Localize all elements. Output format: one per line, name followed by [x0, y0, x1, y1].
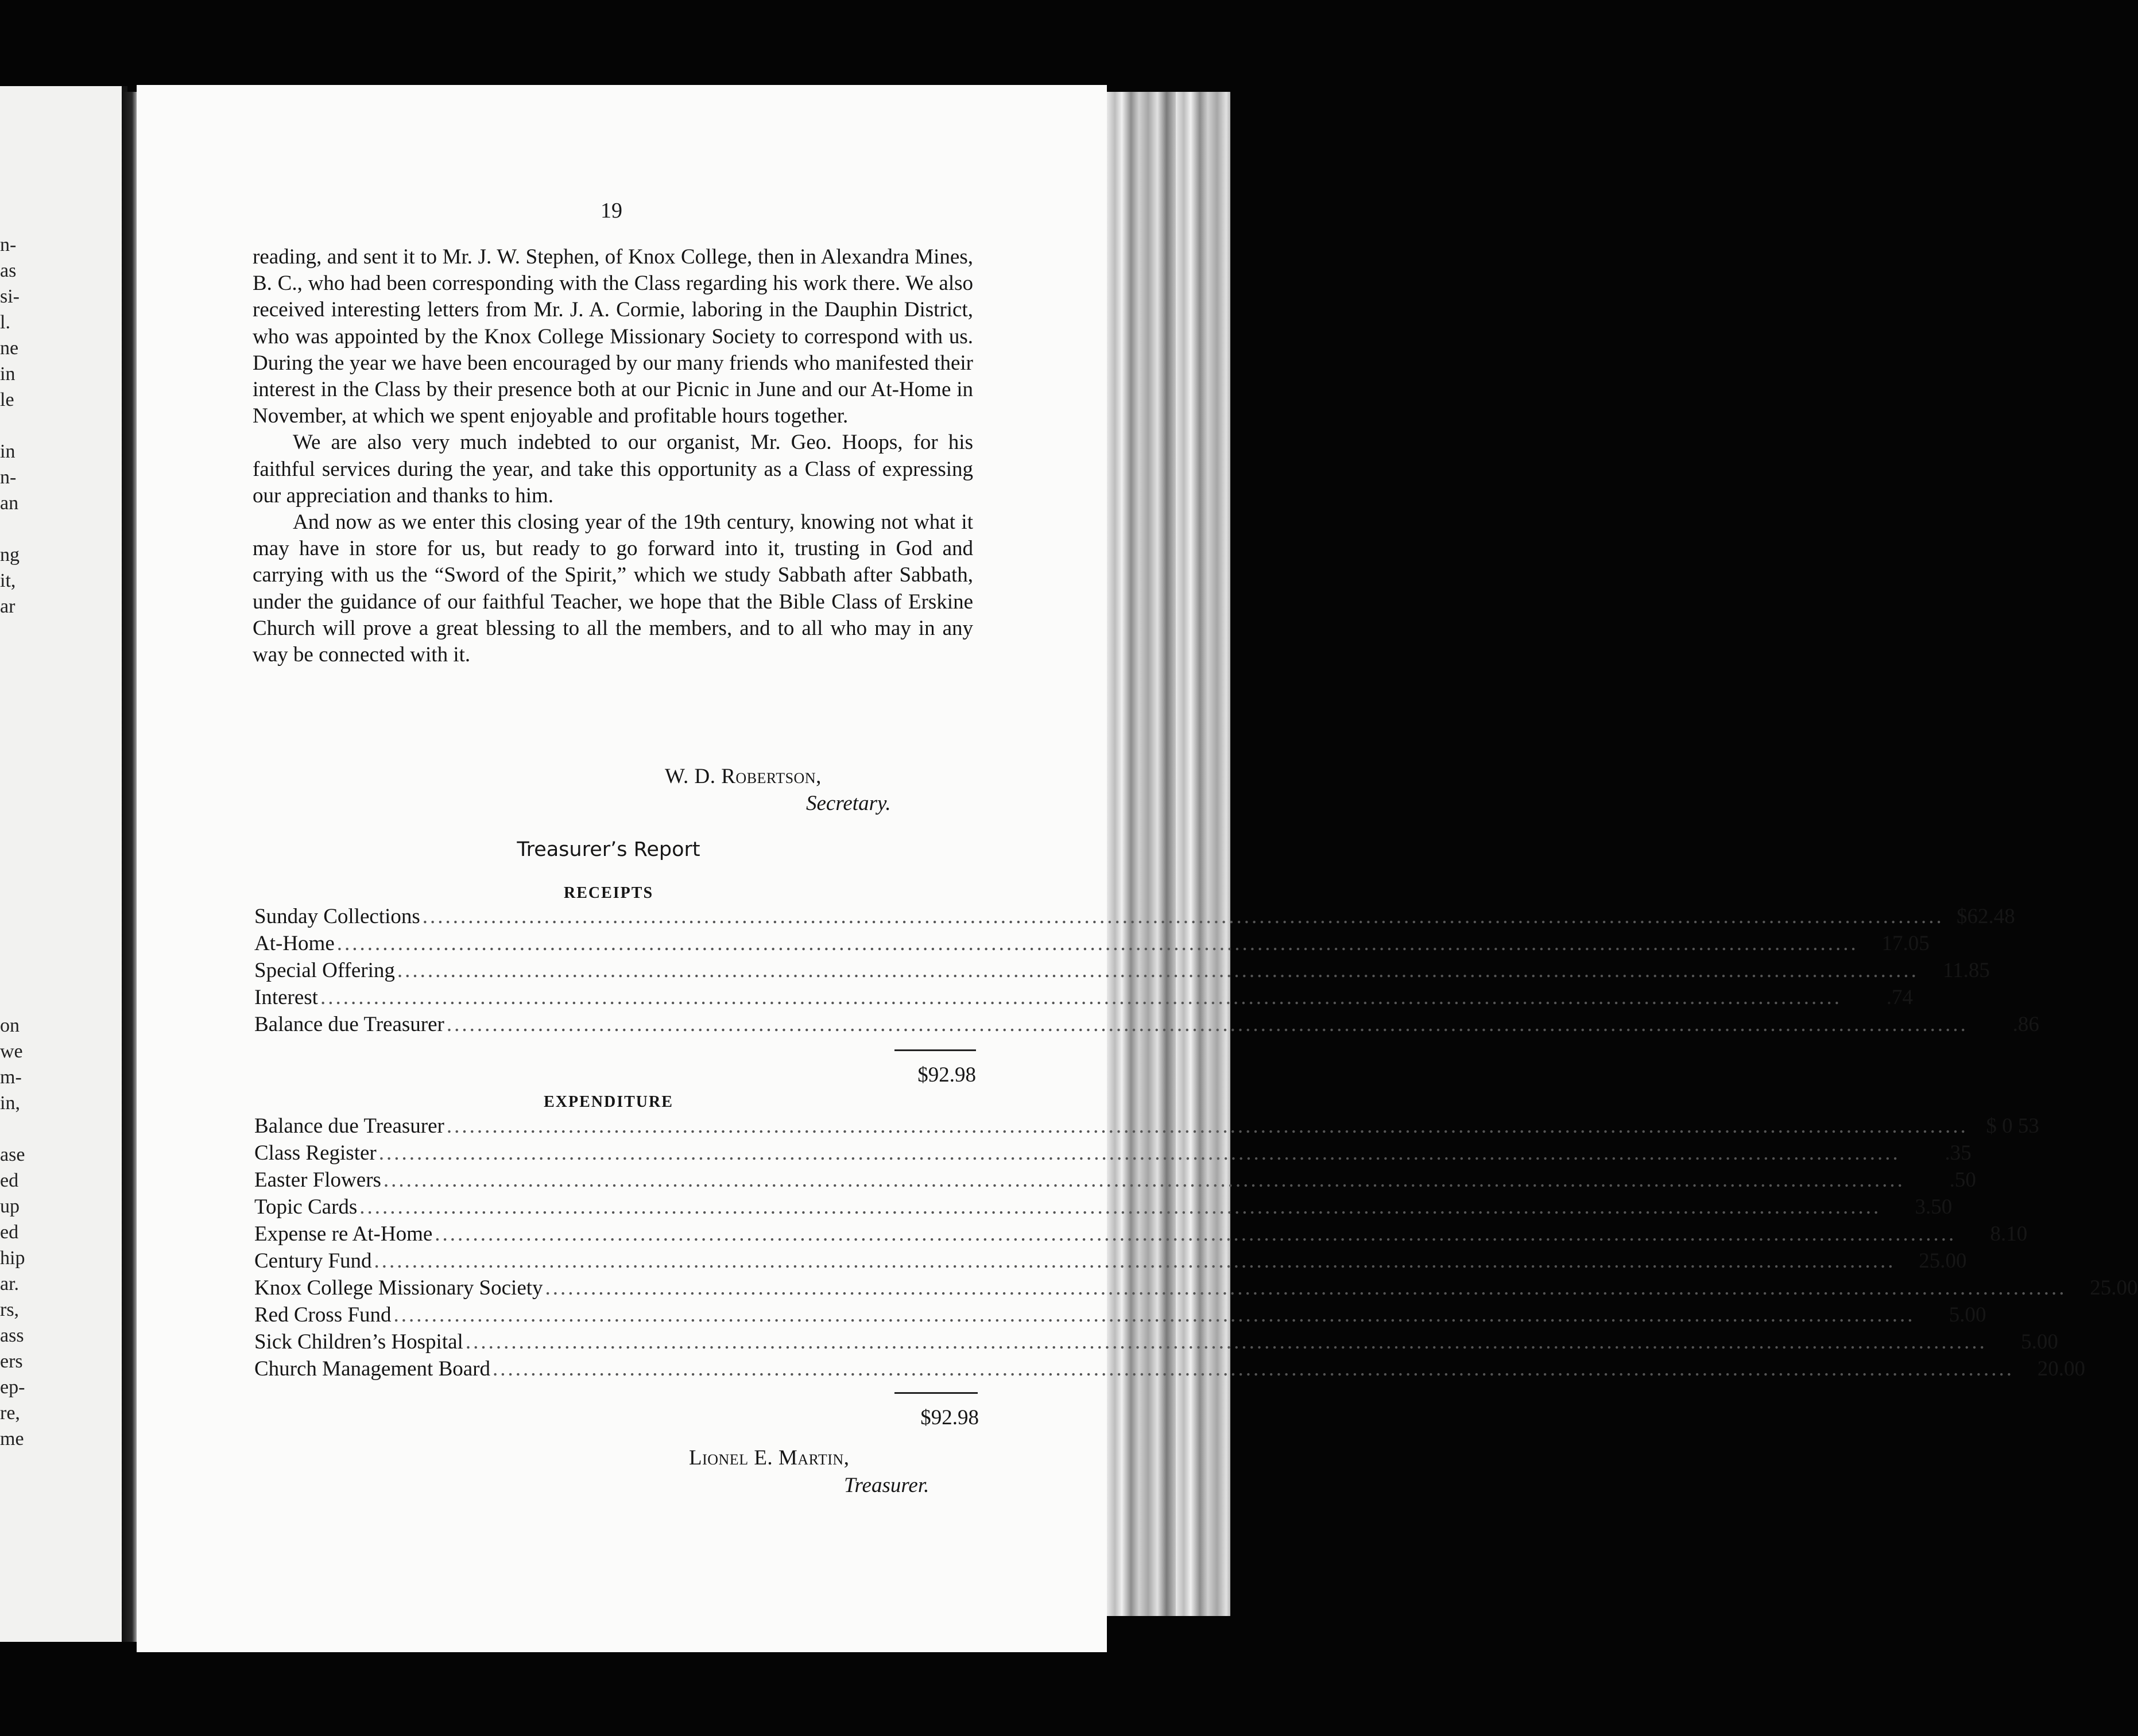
left-page-fragment: ed: [0, 1222, 19, 1243]
ledger-row: [254, 1114, 2039, 1141]
ledger-label: Balance due Treasurer: [254, 1114, 444, 1138]
receipts-total-rule: [894, 1049, 976, 1051]
left-page-fragment: in,: [0, 1092, 20, 1114]
ledger-label: Knox College Missionary Society: [254, 1276, 543, 1300]
body-text: [253, 244, 973, 668]
left-page-fragment: rs,: [0, 1299, 20, 1320]
ledger-amount: .35: [1945, 1141, 1972, 1165]
ledger-row: [254, 1249, 1967, 1276]
receipts-heading: RECEIPTS: [563, 884, 654, 902]
left-page-fragment: ar.: [0, 1273, 20, 1295]
page-edges: [1107, 92, 1230, 1616]
left-page-fragment: ed: [0, 1170, 19, 1191]
left-page-fragment: re,: [0, 1402, 20, 1424]
left-page-fragment: ng: [0, 544, 20, 565]
left-page-fragment: ass: [0, 1325, 24, 1346]
ledger-row: [254, 931, 1930, 958]
ledger-amount: 5.00: [2021, 1330, 2058, 1354]
left-page-fragment: in: [0, 363, 16, 385]
ledger-amount: 25.00: [1919, 1249, 1967, 1273]
ledger-label: At-Home: [254, 932, 335, 955]
treasurer-name: Lionel E. Martin,: [689, 1446, 850, 1470]
leader-dots: ........................................................................................................................................................................................................: [493, 1357, 2014, 1381]
left-page-fragment: we: [0, 1041, 23, 1062]
expenditure-ledger: [254, 1114, 2138, 1384]
left-page-fragment: as: [0, 260, 17, 281]
ledger-label: Church Management Board: [254, 1357, 490, 1381]
ledger-label: Class Register: [254, 1141, 377, 1165]
ledger-row: [254, 1330, 2058, 1357]
ledger-amount: 17.05: [1881, 932, 1930, 955]
left-page-fragment: ers: [0, 1351, 23, 1372]
left-page-fragment: ar: [0, 596, 16, 617]
ledger-row: [254, 1357, 2085, 1384]
left-page-fragment: it,: [0, 570, 16, 591]
left-page-fragment: up: [0, 1196, 20, 1217]
leader-dots: ........................................................................................................................................................................................................: [465, 1330, 1987, 1354]
secretary-title: Secretary.: [806, 792, 891, 815]
treasurer-title: Treasurer.: [844, 1474, 929, 1497]
expenditure-total-rule: [894, 1392, 978, 1394]
leader-dots: ........................................................................................................................................................................................................: [393, 1303, 1915, 1327]
ledger-label: Interest: [254, 986, 318, 1009]
left-page-fragment: ase: [0, 1144, 25, 1165]
ledger-label: Sunday Collections: [254, 905, 420, 928]
leader-dots: ........................................................................................................................................................................................................: [545, 1276, 2067, 1300]
ledger-amount: .86: [2012, 1013, 2039, 1036]
ledger-amount: 8.10: [1990, 1222, 2028, 1246]
left-page-fragment: l.: [0, 312, 10, 333]
leader-dots: ........................................................................................................................................................................................................: [383, 1168, 1905, 1192]
ledger-row: [254, 1195, 1953, 1222]
ledger-row: [254, 1141, 1972, 1168]
leader-dots: ........................................................................................................................................................................................................: [374, 1249, 1896, 1273]
left-page-fragment: le: [0, 389, 14, 410]
left-page-fragment: si-: [0, 286, 20, 307]
left-page-fragment: ne: [0, 338, 19, 359]
ledger-amount: 11.85: [1942, 959, 1990, 982]
ledger-row: [254, 1168, 1976, 1195]
ledger-label: Special Offering: [254, 959, 395, 982]
left-page-fragment: me: [0, 1428, 24, 1450]
left-page-fragment: n-: [0, 467, 17, 488]
leader-dots: ........................................................................................................................................................................................................: [446, 1013, 1968, 1036]
expenditure-heading: EXPENDITURE: [544, 1093, 673, 1111]
page-number: 19: [601, 199, 622, 223]
ledger-amount: $62.48: [1957, 905, 2015, 928]
ledger-amount: .50: [1949, 1168, 1976, 1192]
leader-dots: ........................................................................................................................................................................................................: [378, 1141, 1900, 1165]
ledger-amount: 3.50: [1915, 1195, 1953, 1219]
paragraph: We are also very much indebted to our organist, Mr. Geo. Hoops, for his faithful services during the year, and take this opportunity as a Class of expressing our appreciation and thanks to him.: [253, 431, 973, 507]
leader-dots: ........................................................................................................................................................................................................: [435, 1222, 1957, 1246]
leader-dots: ........................................................................................................................................................................................................: [359, 1195, 1881, 1219]
secretary-name: W. D. Robertson,: [665, 765, 822, 788]
report-title: Treasurer’s Report: [517, 838, 700, 861]
ledger-row: [254, 1012, 2039, 1039]
ledger-amount: 20.00: [2037, 1357, 2085, 1381]
ledger-label: Balance due Treasurer: [254, 1013, 444, 1036]
ledger-amount: 25.00: [2090, 1276, 2138, 1300]
ledger-label: Expense re At-Home: [254, 1222, 433, 1246]
ledger-label: Topic Cards: [254, 1195, 358, 1219]
ledger-row: [254, 1303, 1986, 1330]
ledger-row: [254, 985, 1913, 1012]
left-page-fragment: on: [0, 1015, 20, 1036]
leader-dots: ........................................................................................................................................................................................................: [320, 986, 1842, 1009]
ledger-row: [254, 1276, 2138, 1303]
paragraph: reading, and sent it to Mr. J. W. Stephen, of Knox College, then in Alexandra Mines, B. C., who had been corresponding with the Class regarding his work there. We also received interesting letters from Mr. J. A. Cormie, laboring in the Dauphin District, who was appointed by the Knox College Missionary Society to correspond with us. During the year we have been encouraged by our many friends who manifested their interest in the Class by their presence both at our Picnic in June and our At-Home in November, at which we spent enjoyable and profitable hours together.: [253, 245, 973, 428]
leader-dots: ........................................................................................................................................................................................................: [422, 905, 1944, 928]
left-page-fragment: ep-: [0, 1377, 25, 1398]
ledger-label: Easter Flowers: [254, 1168, 381, 1192]
paragraph: And now as we enter this closing year of the 19th century, knowing not what it may have in store for us, but ready to go forward into it, trusting in God and carrying with us the “Sword of the Spirit,” which we study Sabbath after Sabbath, under the guidance of our faithful Teacher, we hope that the Bible Class of Erskine Church will prove a great blessing to all the members, and to all who may in any way be connected with it.: [253, 510, 973, 667]
left-page-fragment: n-: [0, 234, 17, 255]
left-page-fragment: hip: [0, 1247, 25, 1269]
left-facing-page: [0, 86, 127, 1642]
receipts-ledger: [254, 904, 2039, 1039]
left-page-fragment: in: [0, 441, 16, 462]
ledger-label: Century Fund: [254, 1249, 372, 1273]
ledger-label: Red Cross Fund: [254, 1303, 392, 1327]
ledger-row: [254, 958, 1990, 985]
ledger-row: [254, 1222, 2028, 1249]
ledger-row: [254, 904, 2015, 931]
ledger-label: Sick Children’s Hospital: [254, 1330, 463, 1354]
leader-dots: ........................................................................................................................................................................................................: [446, 1114, 1968, 1138]
expenditure-total: $92.98: [920, 1406, 979, 1429]
leader-dots: ........................................................................................................................................................................................................: [397, 959, 1919, 982]
ledger-amount: .74: [1886, 986, 1913, 1009]
left-page-fragment: m-: [0, 1067, 22, 1088]
leader-dots: ........................................................................................................................................................................................................: [336, 932, 1858, 955]
left-page-fragment: an: [0, 493, 19, 514]
receipts-total: $92.98: [917, 1063, 976, 1087]
ledger-amount: $ 0 53: [1986, 1114, 2039, 1138]
ledger-amount: 5.00: [1949, 1303, 1986, 1327]
